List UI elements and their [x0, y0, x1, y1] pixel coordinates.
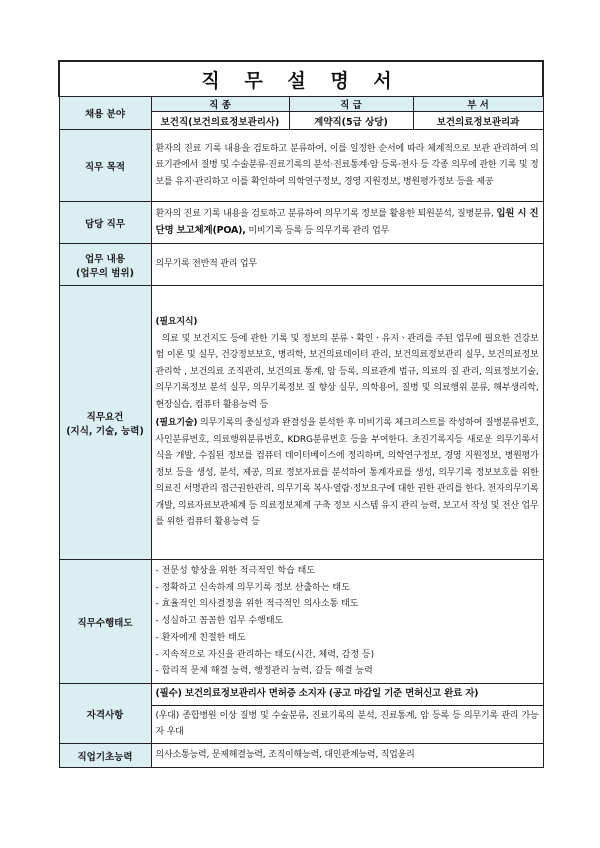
skill-text: 의무기록의 충실성과 완결성을 분석한 후 미비기록 체크리스트를 작성하여 질병분류번호, 사인분류번호, 의료행위분류번호, KDRG분류번호 등을 부여한다. 초진기록지등 새로운 의무기록서식을 개발, 수집된 정보를 컴퓨터 데이터베이스에 정리하며, 의학연구정보, 경영 지원정보, 병원평가정보 등을 생성, 분석, 제공, 의료 정보자료를 분석하여 통계자료를 생성, 의무기록 정보보호를 위한 의료진 서명관리 접근권한관리, 의무기록 복사·열람·정보요구에 대한 권한 관리를 한다. 전자의무기록 개발, 의료자료보관체계 등 의료정보체계 구축 정보 시스템 유지 관리 능력, 보고서 작성 및 전산 업무를 위한 컴퓨터 활용능력 등 — [155, 418, 539, 528]
recruit-header-grade: 직 급 — [289, 97, 413, 112]
attitude-list — [152, 562, 543, 682]
requirements-cell — [151, 286, 543, 560]
knowledge-title: (필요지식) — [155, 317, 198, 328]
attitude-item: - 합리적 문제 해결 능력, 행정관리 능력, 갈등 해결 능력 — [155, 666, 373, 677]
work-label-1: 업무 내용 — [84, 253, 125, 265]
attitude-item: - 성실하고 꼼꼼한 업무 수행태도 — [155, 616, 284, 627]
recruit-header-dept: 부 서 — [413, 97, 543, 112]
recruit-value-type: 보건직(보건의료정보관리사) — [151, 112, 289, 130]
knowledge-text: 의료 및 보건지도 등에 관한 기록 및 정보의 분류ㆍ확인ㆍ유지ㆍ관리를 주된 업무에 필요한 건강보험 이론 및 실무, 건강정보보호, 병리학, 보건의료데이터 관리, 보건의료정보관리 실무, 보건의료정보관리학 , 보건의료 조직관리, 보건의료 통계, 암 등록, 의료관계 법규, 의료의 질 관리, 의료정보기술, 의무기록정보 분석 실무, 의무기록정보 질 향상 실무, 의학용어, 질병 및 의료행위 분류, 해부생리학, 현장실습, 컴퓨터 활용능력 등 — [155, 333, 539, 410]
recruit-label: 채용 분야 — [59, 97, 151, 130]
recruit-value-grade: 계약직(5급 상당) — [289, 112, 413, 130]
basic-text: 의사소통능력, 문제해결능력, 조직이해능력, 대인관계능력, 직업윤리 — [151, 744, 543, 768]
purpose-label: 직무 목적 — [59, 130, 151, 202]
qualification-preferred: (우대) 종합병원 이상 질병 및 수술분류, 진료기록의 분석, 진료통계, 암 등록 등 의무기록 관리 가능자 우대 — [152, 705, 543, 743]
recruit-header-type: 직 종 — [151, 97, 289, 112]
attitude-item: - 환자에게 친절한 태도 — [155, 632, 246, 643]
work-label-2: (업무의 범위) — [76, 267, 134, 279]
recruit-value-dept: 보건의료정보관리과 — [413, 112, 543, 130]
duty-label: 담당 직무 — [59, 202, 151, 244]
document-title: 직 무 설 명 서 — [59, 61, 543, 97]
skill-paragraph — [156, 415, 539, 531]
duty-text-a: 환자의 진료 기록 내용을 검토하고 분류하여 의무기록 정보를 활용한 퇴원분석, 질병분류, — [155, 209, 497, 219]
qualification-label: 자격사항 — [59, 684, 151, 744]
requirements-label-2: (지식, 기술, 능력) — [66, 425, 144, 437]
qualification-cell — [151, 684, 543, 744]
duty-text-bold: 입원 시 진단명 보고체계(POA), — [155, 208, 539, 236]
skill-title: (필요기술) — [155, 418, 198, 429]
requirements-label — [59, 286, 151, 560]
attitude-cell — [151, 560, 543, 684]
requirements-label-1: 직무요건 — [86, 411, 124, 423]
qualification-required: (필수) 보건의료정보관리사 면허증 소지자 (공고 마감일 기준 면허신고 완료 자) — [155, 688, 479, 700]
work-label — [59, 244, 151, 286]
attitude-label: 직무수행태도 — [59, 560, 151, 684]
attitude-item: - 정확하고 신속하게 의무기록 정보 산출하는 태도 — [155, 582, 350, 593]
basic-label: 직업기초능력 — [59, 744, 151, 768]
attitude-item: - 효율적인 의사결정을 위한 적극적인 의사소통 태도 — [155, 599, 359, 610]
duty-text-b: 미비기록 등록 등 의무기록 관리 업무 — [245, 225, 390, 236]
work-text: 의무기록 전반적 관리 업무 — [151, 244, 543, 286]
attitude-item: - 지속적으로 자신을 관리하는 태도(시간, 체력, 감정 등) — [155, 649, 375, 660]
purpose-text: 환자의 진료 기록 내용을 검토하고 분류하여, 이를 일정한 순서에 따라 체계적으로 보관 관리하여 의료기관에서 질병 및 수술분류·진료기록의 분석·진료통계·암 등록·전사 등 각종 의무에 관한 기록 및 정보를 유지·관리하고 이를 확인하여 의학연구정보, 경영 지원정보, 병원평가정보 등을 제공 — [151, 130, 543, 202]
job-description-sheet — [58, 60, 542, 768]
duty-text — [151, 202, 543, 244]
job-description-table — [58, 60, 544, 768]
attitude-item: - 전문성 향상을 위한 적극적인 학습 태도 — [155, 565, 316, 576]
